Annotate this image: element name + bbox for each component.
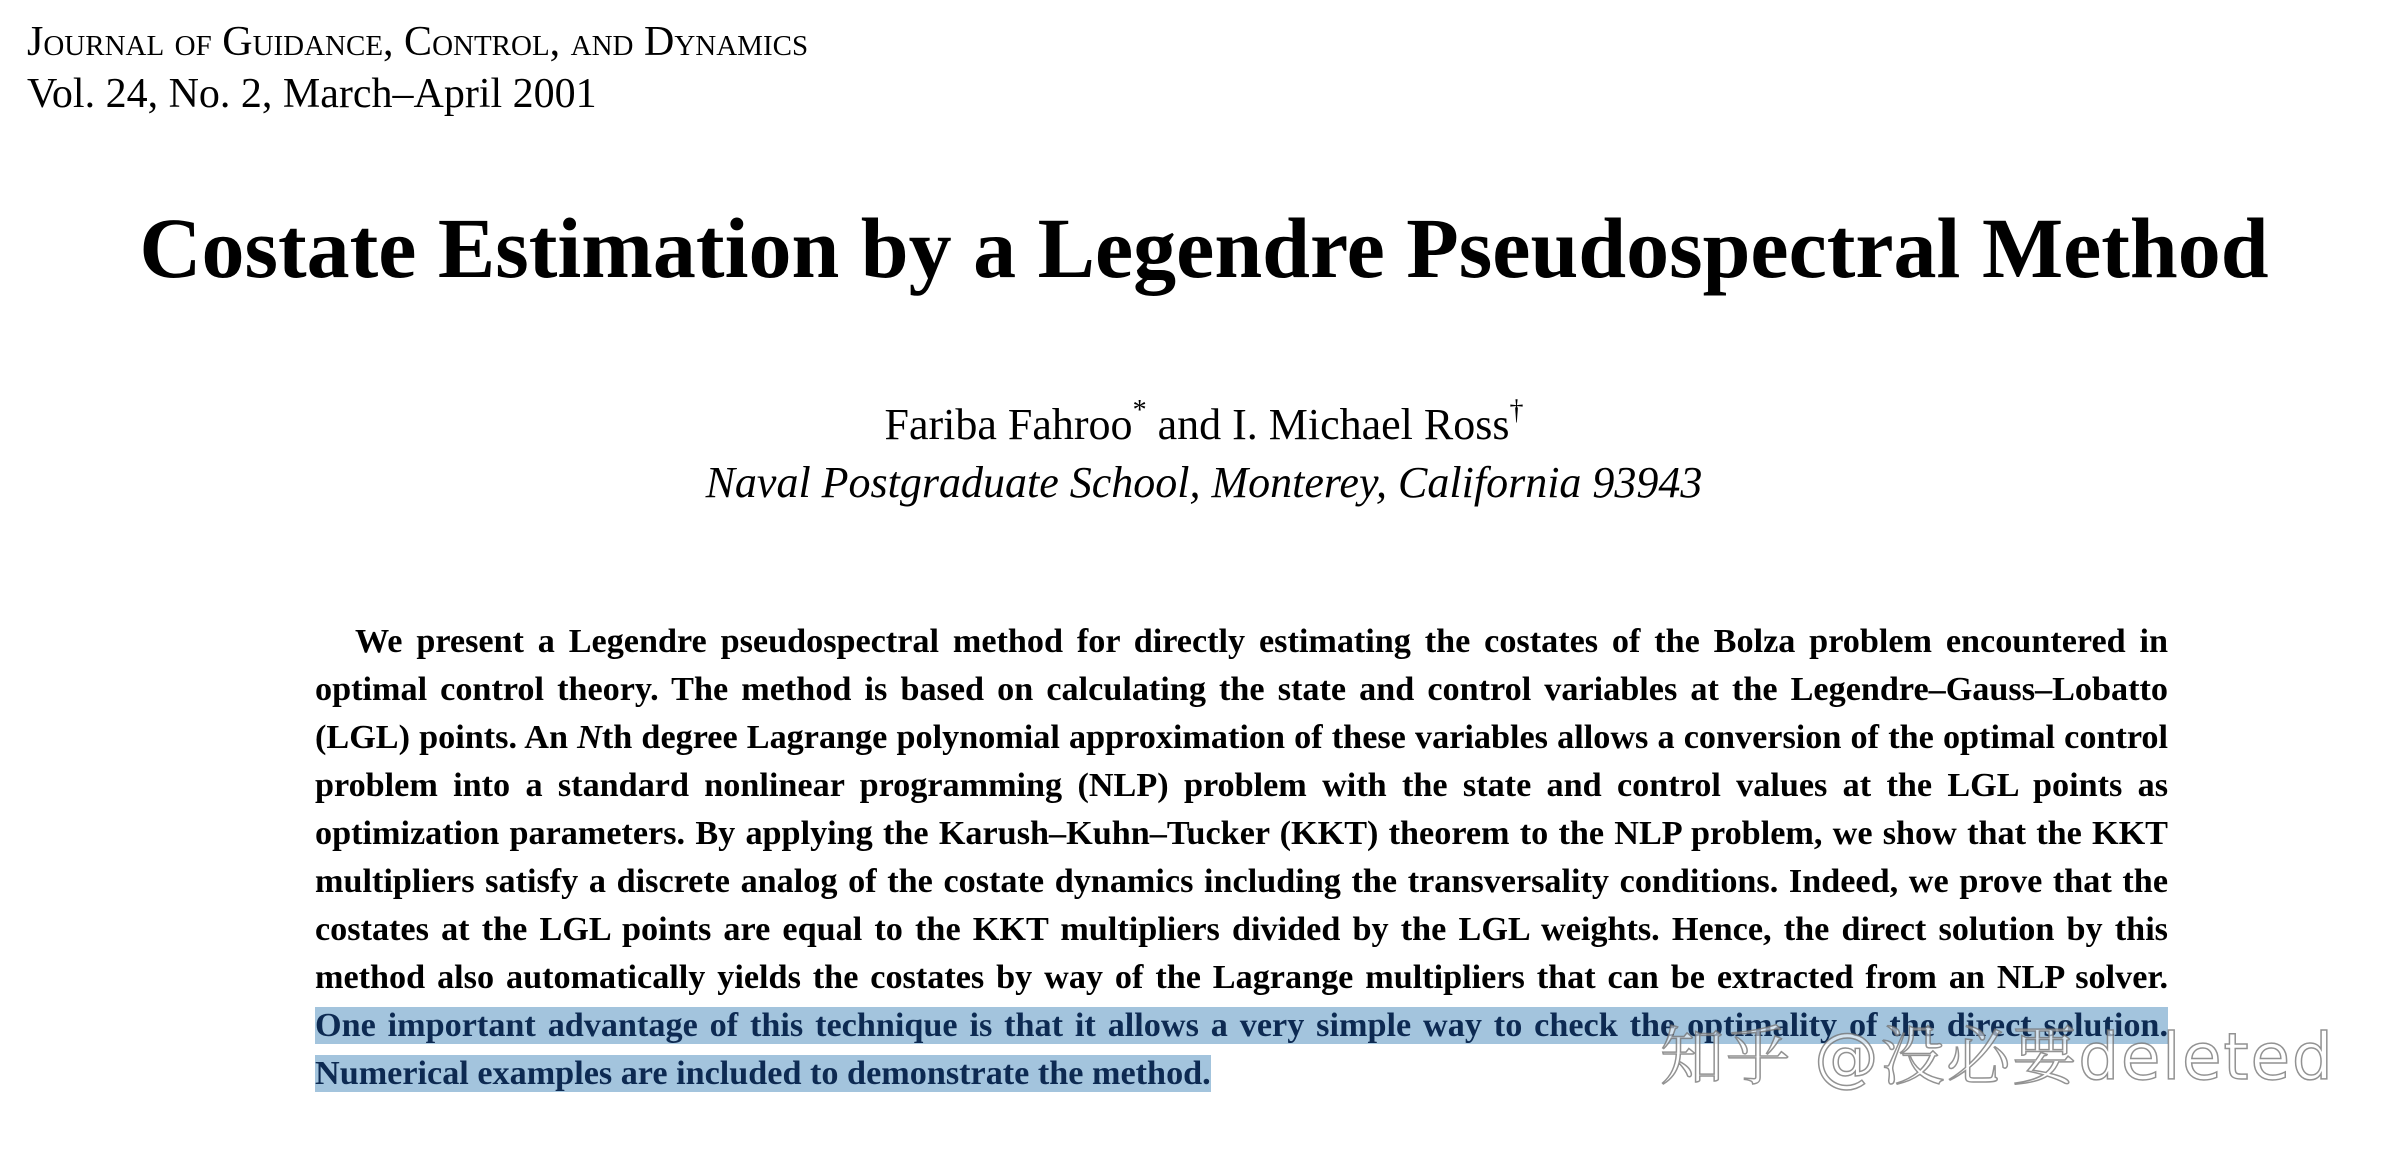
watermark: 知乎 @没必要deleted [1660, 1021, 2335, 1095]
author-conjunction: and [1146, 400, 1233, 449]
abstract-text[interactable]: We present a Legendre pseudospectral method for directly estimating the costates of the Bolza problem encountered in optimal control theory. The method is based on calculating the state and control variables at the Legendre–Gauss–Lobatto (LGL) points. An [315, 623, 2168, 756]
journal-header [27, 16, 1027, 120]
paper-title: Costate Estimation by a Legendre Pseudospectral Method [139, 200, 2269, 296]
footnote-mark[interactable]: † [1509, 395, 1524, 427]
abstract[interactable] [315, 618, 2168, 1098]
author-name: Fariba Fahroo [884, 400, 1133, 449]
abstract-variable-n[interactable]: N [577, 719, 602, 756]
author-name: I. Michael Ross [1232, 400, 1510, 449]
authors-line [0, 395, 2408, 452]
footnote-mark[interactable]: * [1132, 395, 1147, 427]
selected-text-highlight[interactable]: One important advantage of this technique is that it allows a very simple way to check the optimality of the direct solution. Numerical examples are included to demonstrate the method. [315, 1007, 2168, 1092]
journal-name: Journal of Guidance, Control, and Dynamics [27, 19, 809, 65]
journal-issue: Vol. 24, No. 2, March–April 2001 [27, 71, 597, 117]
affiliation: Naval Postgraduate School, Monterey, California 93943 [705, 458, 1703, 507]
abstract-text[interactable]: th degree Lagrange polynomial approximation of these variables allows a conversion of the optimal control problem into a standard nonlinear programming (NLP) problem with the state and control values at the LGL points as optimization parameters. By applying the Karush–Kuhn–Tucker (KKT) theorem to the NLP problem, we show that the KKT multipliers satisfy a discrete analog of the costate dynamics including the transversality conditions. Indeed, we prove that the costates at the LGL points are equal to the KKT multipliers divided by the LGL weights. Hence, the direct solution by this method also automatically yields the costates by way of the Lagrange multipliers that can be extracted from an NLP solver. [315, 719, 2168, 996]
